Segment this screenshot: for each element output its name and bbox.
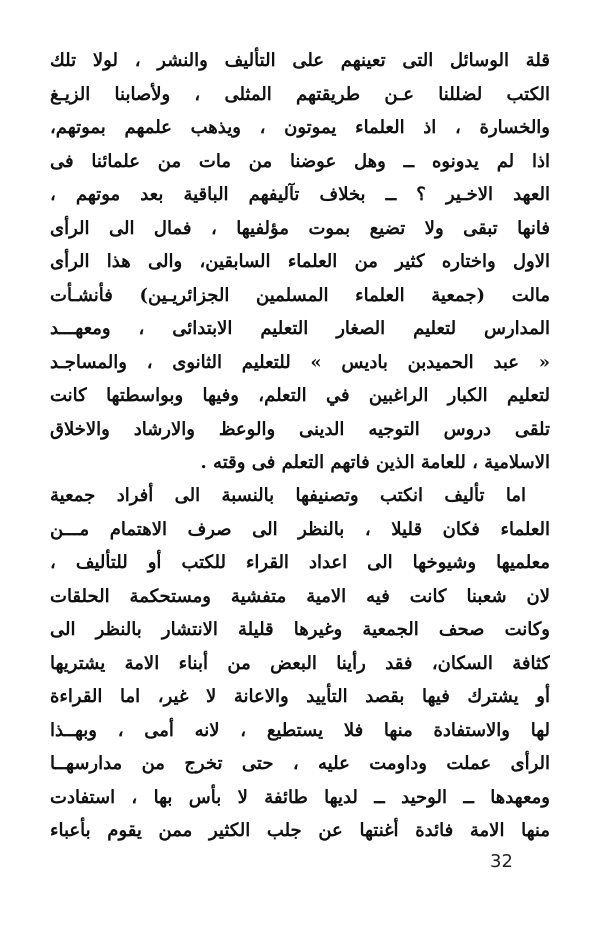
text-line: منها الامة فائدة أغنتها عن جلب الكثير ممن يقوم بأعباء <box>50 820 550 841</box>
text-line: الاسلامية ، للعامة الذين فاتهم التعلم فى وقته . <box>200 452 550 473</box>
text-line: كثافة السكان، فقد رأينا البعض من أبناء الامة يشتريها <box>50 652 550 674</box>
text-line: العلماء فكان قليلا ، بالنظر الى صرف الاهتمام مـــن <box>50 518 550 540</box>
text-line: اذا لم يدونوه ــ وهل عوضنا من مات من علمائنا فى <box>50 150 550 172</box>
text-line: والخسارة ، اذ العلماء يموتون ، ويذهب علمهم بموتهم، <box>50 117 550 138</box>
text-line: وكانت صحف الجمعية وغيرها قليلة الانتشار بالنظر الى <box>50 619 550 640</box>
text-line: مالت (جمعية العلماء المسلمين الجزائريـين) فأنشـأت <box>50 284 550 306</box>
text-line: قلة الوسائل التى تعينهم على التأليف والنشر ، لولا تلك <box>50 50 550 71</box>
page-number: 32 <box>490 851 513 872</box>
text-line: الرأى عملت وداومت عليه ، حتى تخرج من مدارسهــا <box>50 753 550 774</box>
text-line: المدارس لتعليم الصغار التعليم الابتدائى ، ومعهـــد <box>50 318 550 339</box>
text-line: العهد الاخـير ؟ ــ بخلاف تآليفهم الباقية بعد موتهم ، <box>50 184 550 205</box>
paragraph-1 <box>50 44 550 480</box>
text-line: الكتب لضللنا عـن طريقتهم المثلى ، ولأصابنا الزيـغ <box>50 83 550 105</box>
paragraph-2 <box>50 479 550 848</box>
text-line: لها والاستفادة منها فلا يستطيع ، لانه أمى ، وبهــذا <box>50 719 550 741</box>
text-line: معلميها وشيوخها الى اعداد القراء للكتب أو للتأليف ، <box>50 552 550 573</box>
text-line: ومعهدها ــ الوحيد ــ لديها طائفة لا بأس بها ، استفادت <box>50 786 550 808</box>
text-line: « عبد الحميدبن باديس » للتعليم الثانوى ، والمساجـد <box>50 351 550 373</box>
text-line: فانها تبقى ولا تضيع بموت مؤلفيها ، فمال الى الرأى <box>50 217 550 239</box>
text-line: اما تأليف انكتب وتصنيفها بالنسبة الى أفراد جمعية <box>50 485 526 506</box>
text-line: الاول واختاره كثير من العلماء السابقين، والى هذا الرأى <box>50 251 550 272</box>
text-line: لان شعبنا كانت فيه الامية متفشية ومستحكمة الحلقات <box>50 585 550 607</box>
text-line: أو يشترك فيها بقصد التأييد والاعانة لا غير، اما القراءة <box>50 686 550 707</box>
text-line: تلقى دروس التوجيه الدينى والوعظ والارشاد والاخلاق <box>50 418 550 440</box>
text-line: لتعليم الكبار الراغبين في التعلم، وفيها وبواسطتها كانت <box>50 385 550 406</box>
